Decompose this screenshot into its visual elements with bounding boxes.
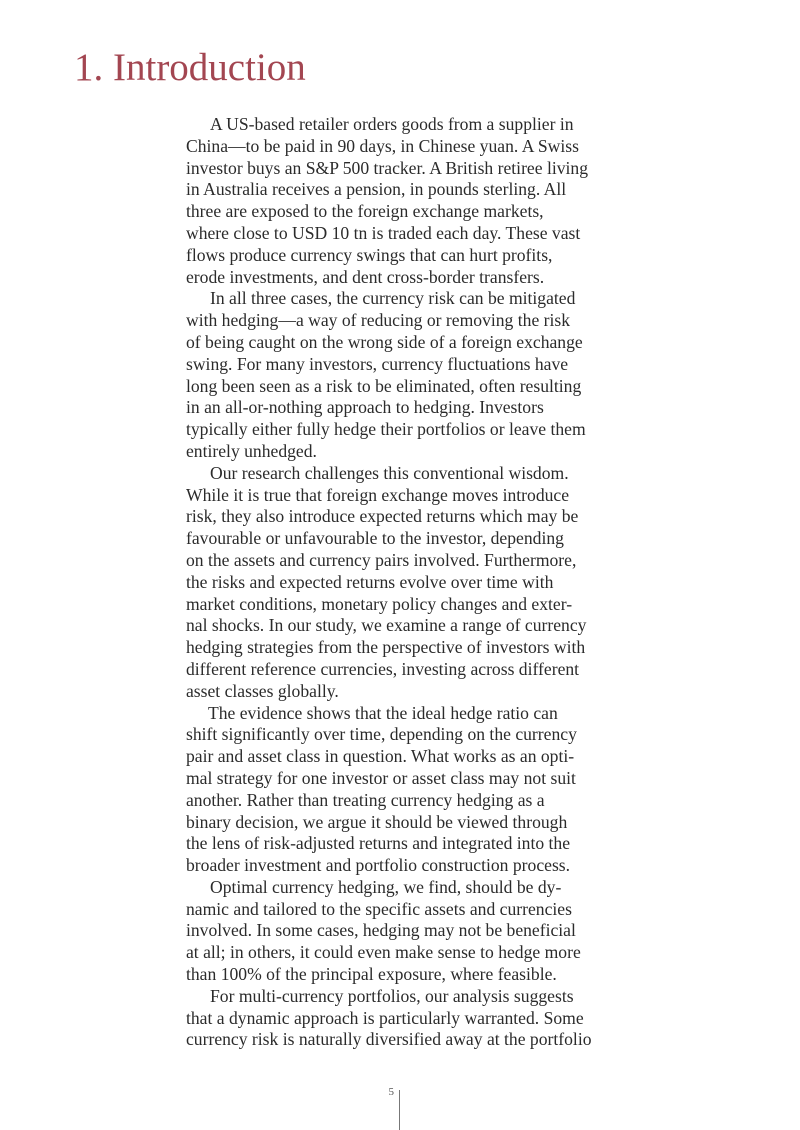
section-heading: 1. Introduction (74, 46, 306, 89)
page-number: 5 (388, 1086, 394, 1098)
paragraph-4: The evidence shows that the ideal hedge ratio can shift significantly over time, depending on the currency pair and asset class in question. What works as an opti- mal strategy for one investor or asset class may not suit another. Rather than treating currency hedging as a binary decision, we argue it should be viewed through the lens of risk-adjusted returns and integrated into the broader investment and portfolio construction process. (186, 702, 577, 876)
paragraph-6: For multi-currency portfolios, our analysis suggests that a dynamic approach is particularly warranted. Some currency risk is naturally diversified away at the portfolio (186, 985, 592, 1050)
paragraph-1: A US-based retailer orders goods from a supplier in China—to be paid in 90 days, in Chinese yuan. A Swiss investor buys an S&P 500 tracker. A British retiree living in Australia receives a pension, in pounds sterling. All three are exposed to the foreign exchange markets, where close to USD 10 tn is traded each day. These vast flows produce currency swings that can hurt profits, erode investments, and dent cross-border transfers. (186, 114, 589, 287)
paragraph-2: In all three cases, the currency risk can be mitigated with hedging—a way of reducing or removing the risk of being caught on the wrong side of a foreign exchange swing. For many investors, currency fluctuations have long been seen as a risk to be eliminated, often resulting in an all-or-nothing approach to hedging. Investors typically either fully hedge their portfolios or leave them entirely unhedged. (186, 288, 586, 461)
body-text (186, 114, 626, 1051)
paragraph-5: Optimal currency hedging, we find, should be dy- namic and tailored to the specific assets and currencies involved. In some cases, hedging may not be beneficial at all; in others, it could even make sense to hedge more than 100% of the principal exposure, where feasible. (186, 876, 581, 985)
page-number-rule (399, 1090, 400, 1130)
paragraph-3: Our research challenges this conventional wisdom. While it is true that foreign exchange moves introduce risk, they also introduce expected returns which may be favourable or unfavourable to the investor, depending on the assets and currency pairs involved. Furthermore, the risks and expected returns evolve over time with market conditions, monetary policy changes and exter- nal shocks. In our study, we examine a range of currency hedging strategies from the perspective of investors with different reference currencies, investing across different asset classes globally. (186, 462, 587, 701)
